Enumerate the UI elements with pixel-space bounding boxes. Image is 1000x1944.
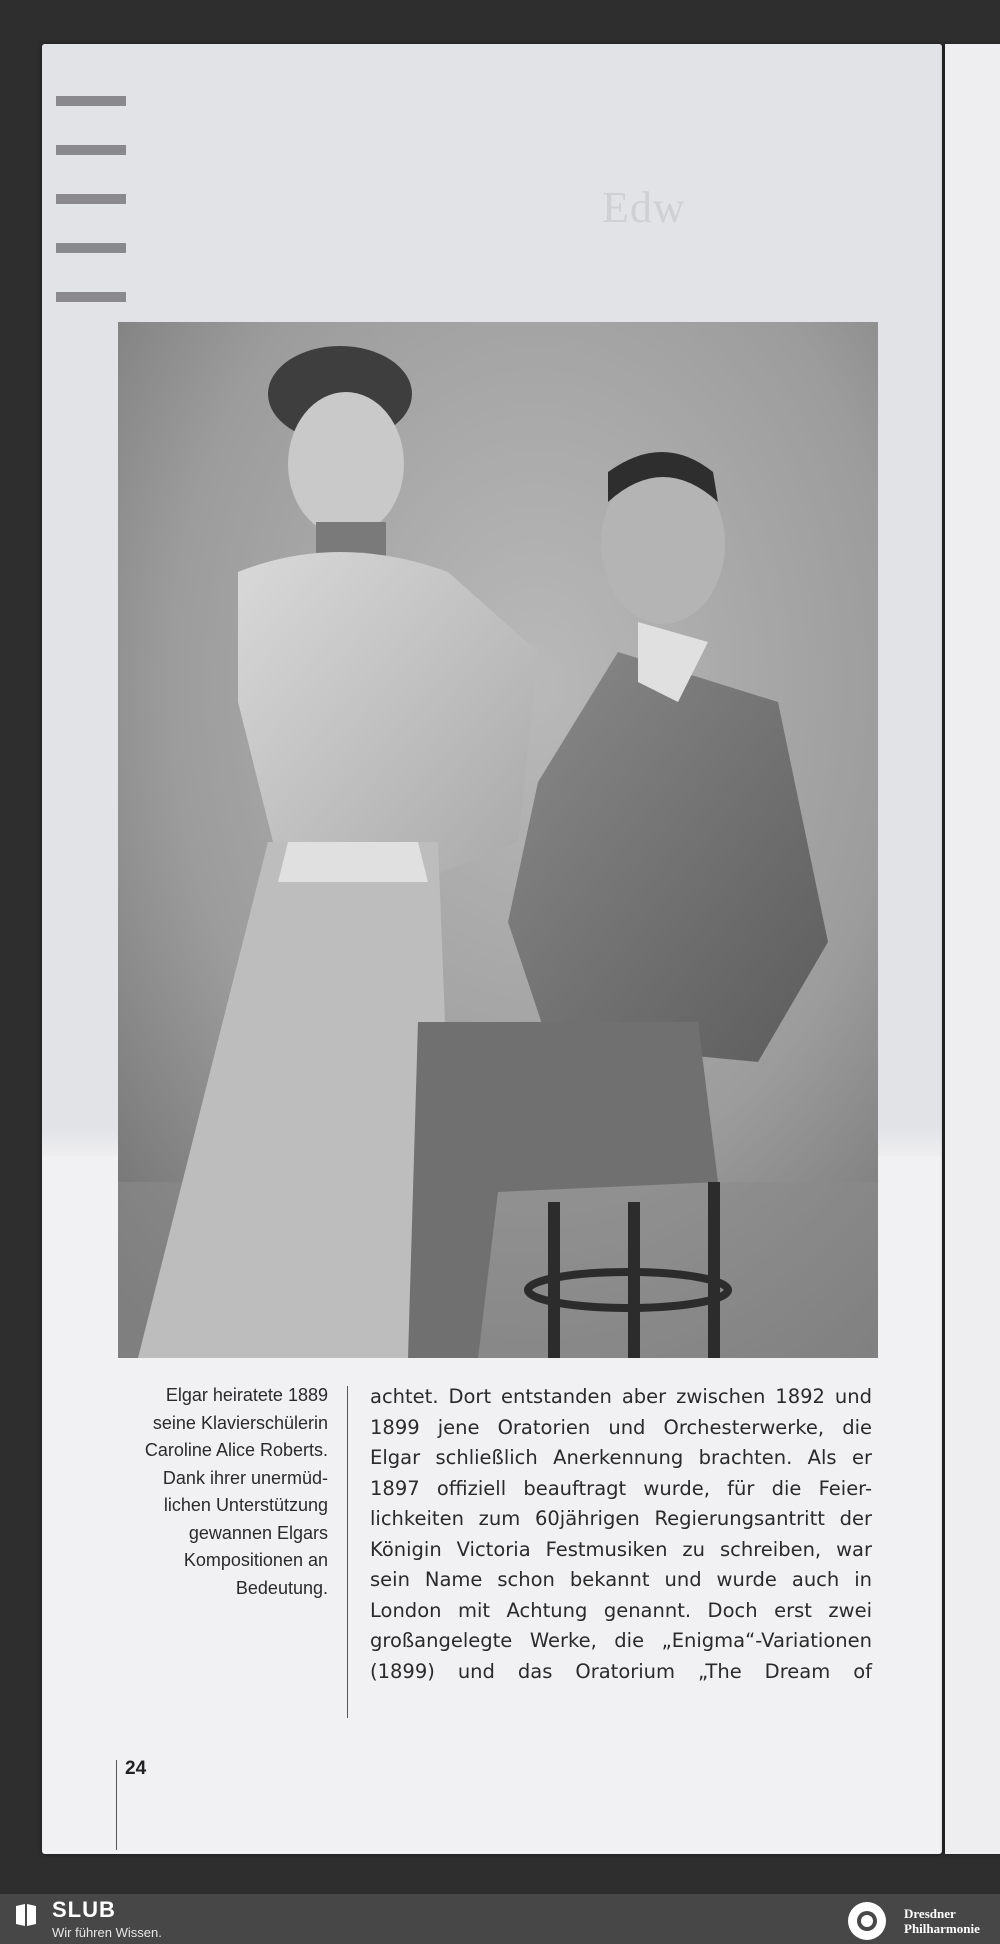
body-text: [370, 1382, 872, 1687]
stripe: [56, 145, 126, 155]
page-number: 24: [125, 1758, 147, 1779]
next-page-edge: [945, 44, 1000, 1854]
caption-line: lichen Unterstützung: [163, 1495, 328, 1515]
body-line: achtet. Dort entstanden aber zwischen 1892 und: [370, 1385, 872, 1408]
body-line: Königin Victoria Festmusiken zu schreiben, war: [370, 1537, 872, 1561]
body-line: London mit Achtung genannt. Doch erst zwei: [370, 1598, 872, 1622]
caption-line: Bedeutung.: [235, 1577, 328, 1598]
stripe: [56, 243, 126, 253]
stripe: [56, 96, 126, 106]
caption-line: Elgar heiratete 1889: [165, 1385, 328, 1405]
philharmonie-logo-icon[interactable]: [842, 1898, 892, 1944]
slub-logo-text[interactable]: SLUB: [52, 1897, 116, 1922]
caption-line: Dank ihrer unermüd-: [162, 1467, 328, 1488]
body-line: 1899 jene Oratorien und Orchesterwerke, die: [370, 1415, 872, 1439]
caption-line: seine Klavierschülerin: [152, 1412, 328, 1433]
body-line: lichkeiten zum 60jährigen Regierungsantritt der: [370, 1507, 872, 1530]
stripe: [56, 292, 126, 302]
decorative-stripes: [56, 96, 126, 341]
photo-caption: [118, 1382, 328, 1602]
caption-line: Caroline Alice Roberts.: [144, 1440, 328, 1460]
column-divider: [347, 1386, 348, 1718]
page-number-rule: [116, 1760, 117, 1850]
body-line: (1899) und das Oratorium „The Dream of: [370, 1659, 872, 1683]
body-line: sein Name schon bekannt und wurde auch in: [370, 1568, 872, 1591]
slub-tagline: Wir führen Wissen.: [52, 1925, 162, 1940]
book-icon: [14, 1902, 38, 1928]
body-line: Elgar schließlich Anerkennung brachten. Als er: [370, 1446, 872, 1469]
caption-line: Kompositionen an: [183, 1550, 328, 1570]
partner-name-line2: Philharmonie: [904, 1921, 980, 1936]
footer-bar: [0, 1894, 1000, 1944]
stripe: [56, 194, 126, 204]
body-line: großangelegte Werke, die „Enigma“-Variationen: [370, 1629, 872, 1652]
partner-name-line1: Dresdner: [904, 1906, 956, 1921]
historical-photo: [118, 322, 878, 1358]
body-line: 1897 offiziell beauftragt wurde, für die Feier-: [370, 1476, 872, 1500]
bleed-through-title: Edw: [602, 183, 686, 232]
caption-line: gewannen Elgars: [188, 1522, 328, 1543]
